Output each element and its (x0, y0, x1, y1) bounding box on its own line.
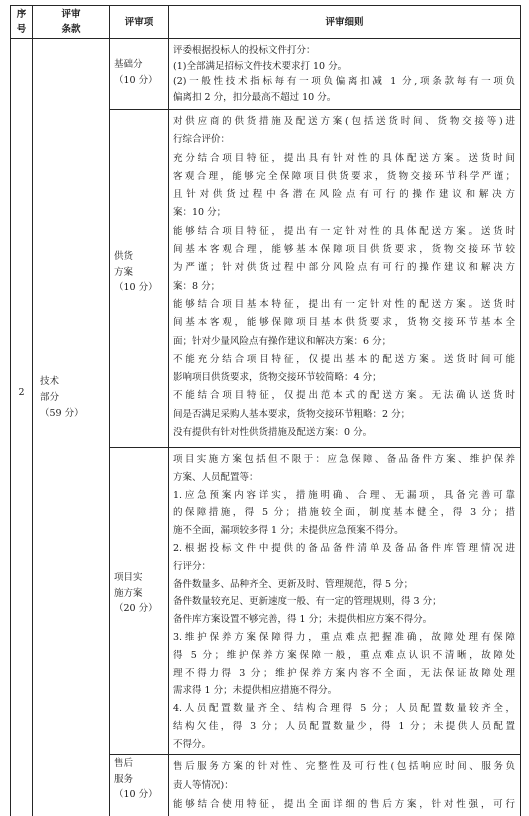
detail-line: 2.根据投标文件中提供的备品备件清单及备品备件库管理情况进 (173, 542, 515, 554)
detail-line: 项目实施方案包括但不限于：应急保障、备品备件方案、维护保养 (173, 454, 515, 465)
header-clause-line-2: 条款 (61, 24, 81, 35)
item-name-basic-line-1: 基础分 (114, 59, 143, 70)
item-name-implementation (114, 570, 166, 617)
row-clause-line-1: 技术 (40, 376, 60, 387)
detail-line: 理不得力得 3 分；维护保养方案内容不全面，无法保证故障处理 (173, 667, 515, 679)
header-seq (11, 6, 32, 38)
detail-line: 能够结合项目基本特征，提出有一定针对性的配送方案。送货时 (173, 298, 515, 310)
detail-line: 没有提供有针对性供货措施及配送方案：0 分。 (173, 427, 373, 439)
detail-line: 结构欠佳，得 3 分；人员配置数量少，得 1 分；未提供人员配置 (173, 720, 515, 732)
detail-line: 行综合评价： (173, 134, 231, 146)
detail-line: 间是否满足采购人基本要求，货物交接环节粗略：2 分； (173, 408, 411, 420)
item-name-basic-line-2: （10 分） (114, 74, 158, 86)
detail-line: 需求得 1 分；未提供相应措施不得分。 (173, 685, 338, 697)
header-seq-line-2: 号 (16, 24, 27, 35)
detail-line: 客观合理，能够完全保障项目供货要求，货物交接环节科学严谨； (173, 170, 515, 182)
detail-line: 间基本客观合理，能够基本保障项目供货要求，货物交接环节较 (173, 244, 515, 256)
table-border-left (10, 5, 11, 816)
row-clause (40, 374, 108, 422)
detail-supply (173, 113, 515, 442)
item-name-basic (114, 57, 166, 88)
detail-line: 备件数量较充足、更新速度一般、有一定的管理规则，得 3 分； (173, 596, 442, 608)
detail-line: 不能充分结合项目特征，仅提出基本的配送方案。送货时间可能 (173, 353, 515, 365)
detail-line: 案：8 分； (173, 280, 221, 292)
detail-line: 能够结合项目特征，提出有一定针对性的具体配送方案。送货时 (173, 225, 515, 237)
detail-line: 案：10 分； (173, 207, 227, 219)
item-name-supply-line-1: 供货 (114, 251, 134, 262)
detail-line: 售后服务方案的针对性、完整性及可行性(包括响应时间、服务负 (173, 761, 515, 772)
detail-line: 1.应急预案内容详实，措施明确、合理、无漏项，具备完善可靠 (173, 489, 515, 501)
header-divider (10, 38, 521, 39)
header-detail-label: 评审细则 (325, 16, 364, 28)
column-divider-clause (109, 5, 110, 816)
detail-implementation (173, 451, 515, 754)
detail-line: 间基本客观，能够保障项目基本供货要求，货物交接环节基本全 (173, 317, 515, 329)
detail-line: 不能结合项目特征，仅提出范本式的配送方案。无法确认送货时 (173, 390, 515, 402)
detail-line: (1)全部满足招标文件技术要求打 10 分。 (173, 60, 348, 72)
item-name-implementation-line-1: 项目实 (114, 572, 143, 583)
detail-line: 对供应商的供货措施及配送方案(包括送货时间、货物交接等)进 (173, 116, 515, 127)
detail-line: 的保障措施，得 5 分；措施较全面，制度基本健全，得 3 分；措 (173, 507, 515, 519)
detail-line: 偏离扣 2 分，扣分最高不超过 10 分。 (173, 91, 337, 103)
detail-basic (173, 43, 515, 105)
header-clause (33, 6, 109, 38)
detail-line: 行评分： (173, 560, 212, 572)
row-seq-value: 2 (18, 387, 25, 398)
detail-line: 备件数量多、品种齐全、更新及时、管理规范，得 5 分； (173, 578, 414, 590)
column-divider-seq (32, 5, 33, 816)
detail-line: 施不全面，漏项较多得 1 分；未提供应急预案不得分。 (173, 525, 404, 537)
detail-line: 责人等情况)： (173, 780, 234, 791)
row-seq (11, 385, 32, 401)
item-name-supply-line-2: 方案 (114, 266, 134, 278)
detail-line: 3.维护保养方案保障得力，重点难点把握准确，故障处理有保障 (173, 631, 515, 643)
detail-line: 能够结合使用特征，提出全面详细的售后方案，针对性强，可行 (173, 799, 515, 810)
row-divider-3 (109, 754, 521, 755)
table-border-right (520, 5, 521, 816)
item-name-supply (114, 249, 166, 296)
detail-after-sales (173, 757, 515, 814)
item-name-implementation-line-2: 施方案 (114, 587, 143, 599)
detail-line: 影响项目供货要求，货物交接环节较简略：4 分； (173, 372, 382, 384)
item-name-implementation-line-3: （20 分） (114, 603, 158, 614)
detail-line: (2)一般性技术指标每有一项负偏离扣减 1 分,项条款每有一项负 (173, 76, 515, 87)
header-detail (169, 6, 520, 38)
header-item-label: 评审项 (124, 16, 154, 28)
item-name-after-sales-line-2: 服务 (114, 773, 134, 785)
detail-line: 面；针对少量风险点有操作建议和解决方案：6 分； (173, 335, 392, 347)
item-name-after-sales-line-1: 售后 (114, 758, 134, 769)
header-item (110, 6, 168, 38)
detail-line: 方案、人员配置等： (173, 471, 259, 483)
row-clause-line-2: 部分 (40, 392, 60, 403)
detail-line: 不得分。 (173, 738, 212, 750)
item-name-after-sales (114, 756, 166, 803)
detail-line: 4.人员配置数量齐全、结构合理得 5 分；人员配置数量较齐全， (173, 703, 515, 715)
item-name-supply-line-3: （10 分） (114, 282, 158, 293)
row-divider-1 (109, 109, 521, 110)
item-name-after-sales-line-3: （10 分） (114, 789, 158, 800)
header-seq-line-1: 序 (16, 9, 27, 20)
detail-line: 备件库方案设置不够完善，得 1 分；未提供相应方案不得分。 (173, 614, 433, 626)
row-clause-line-3: （59 分） (40, 408, 84, 419)
detail-line: 得 5 分；维护保养方案保障一般，重点难点认识不清晰，故障处 (173, 649, 515, 661)
detail-line: 为严谨；针对供货过程中部分风险点有可行的操作建议和解决方 (173, 262, 515, 274)
column-divider-item (168, 5, 169, 816)
detail-line: 充分结合项目特征，提出具有针对性的具体配送方案。送货时间 (173, 152, 515, 164)
header-clause-line-1: 评审 (61, 9, 81, 20)
detail-line: 且针对供货过程中各潜在风险点有可行的操作建议和解决方 (173, 189, 515, 201)
scoring-table (10, 5, 521, 816)
detail-line: 评委根据投标人的投标文件打分： (173, 45, 316, 56)
row-divider-2 (109, 447, 521, 448)
